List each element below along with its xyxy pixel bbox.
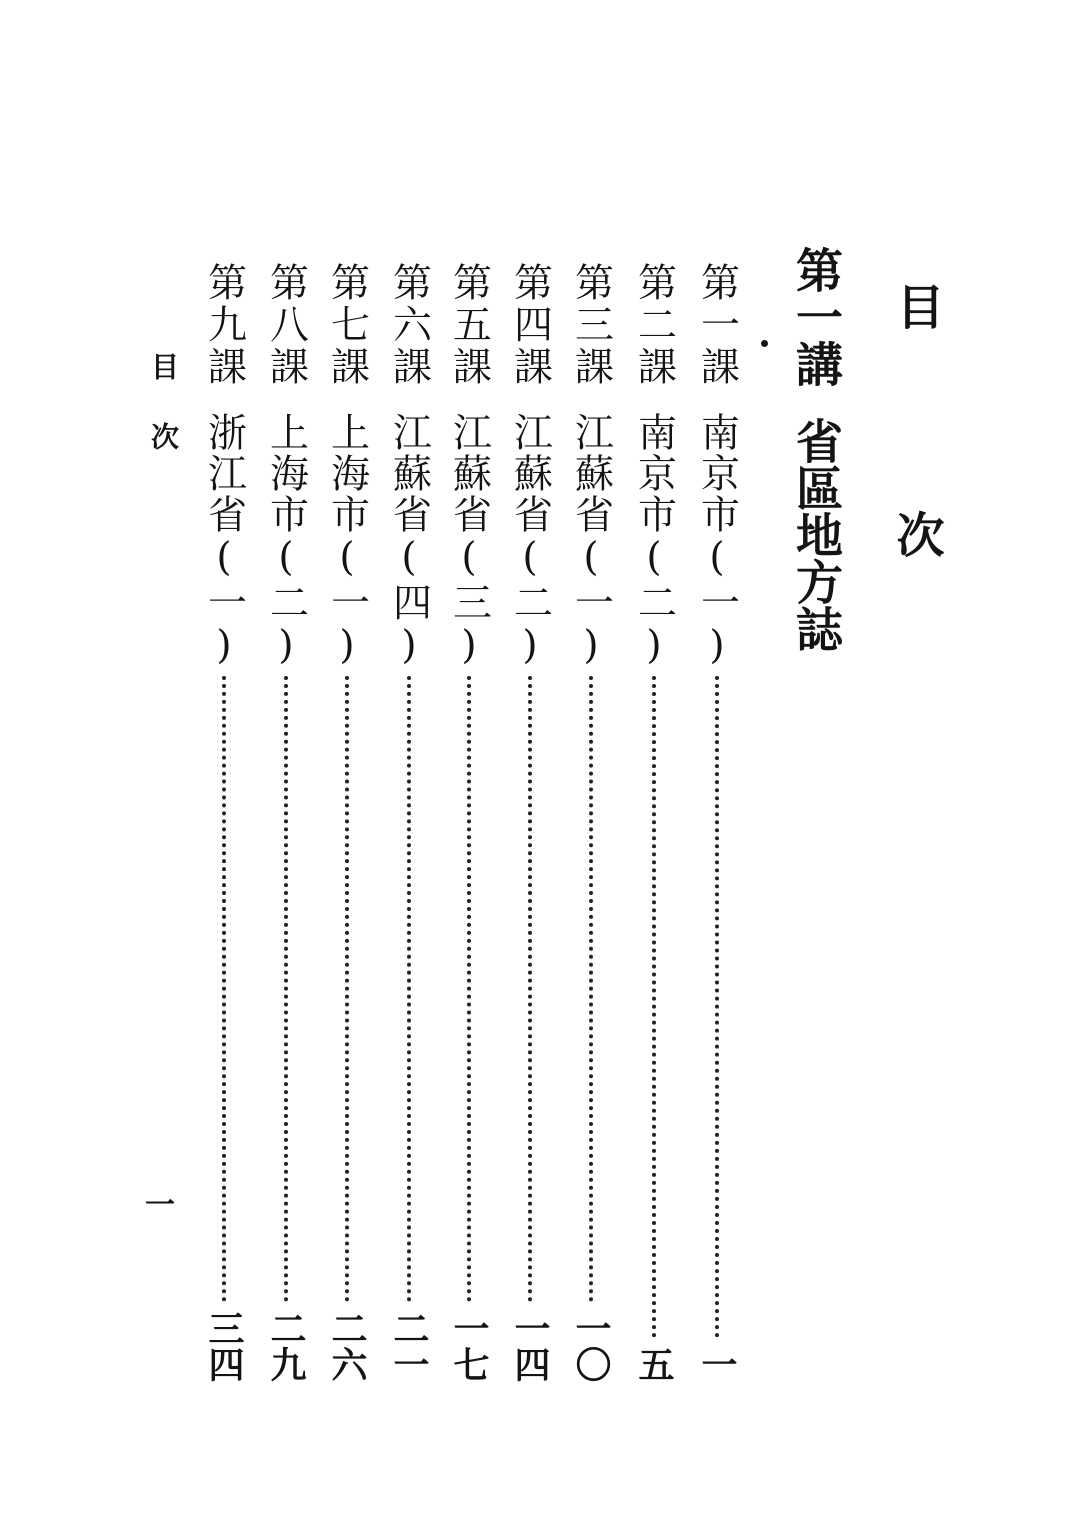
lesson-topic: 上海市(一) [324,412,370,670]
page-number: 五 [633,1346,675,1382]
dot-leader [284,676,288,1302]
dot-leader [222,676,226,1302]
lesson-number: 第五課 [446,262,492,388]
toc-entry[interactable] [199,262,249,1382]
lesson-topic: 江蘇省(四) [386,412,432,670]
lesson-number: 第二課 [631,262,677,388]
lesson-number: 第九課 [201,262,247,388]
toc-entry[interactable] [322,262,372,1382]
page-number: 三四 [203,1310,245,1382]
toc-entry[interactable] [261,262,311,1382]
dot-leader [528,676,532,1302]
part-number: 第一講 [788,246,843,387]
part-heading [782,246,849,652]
page-title: 目 次 [888,282,944,620]
lesson-topic: 南京市(一) [694,412,740,670]
page-number: 二九 [265,1310,307,1382]
lesson-number: 第一課 [694,262,740,388]
lesson-number: 第四課 [507,262,553,388]
page-number: 一 [696,1346,738,1382]
lesson-number: 第六課 [386,262,432,388]
dot-leader [652,676,656,1338]
dot-leader [467,676,471,1302]
toc-entry[interactable] [444,262,494,1382]
lesson-topic: 上海市(二) [263,412,309,670]
page-number: 一〇 [570,1310,612,1382]
page-number: 一七 [448,1310,490,1382]
running-title: 目次 [147,352,180,492]
lesson-topic: 江蘇省(三) [446,412,492,670]
lesson-topic: 浙江省(一) [201,412,247,670]
dot-leader [715,676,719,1338]
lesson-topic: 江蘇省(二) [507,412,553,670]
toc-entry[interactable] [692,262,742,1382]
page-number: 二六 [326,1310,368,1382]
dot-leader [407,676,411,1302]
toc-entry[interactable] [384,262,434,1382]
page-number: 一四 [509,1310,551,1382]
lesson-number: 第三課 [568,262,614,388]
dot-leader [345,676,349,1302]
lesson-number: 第八課 [263,262,309,388]
lesson-topic: 江蘇省(一) [568,412,614,670]
lesson-topic: 南京市(二) [631,412,677,670]
page-number: 二一 [388,1310,430,1382]
toc-entry[interactable] [505,262,555,1382]
part-title: 省區地方誌 [788,417,843,652]
dot-leader [589,676,593,1302]
lesson-number: 第七課 [324,262,370,388]
folio-number: 一 [145,1188,175,1223]
toc-entry[interactable] [566,262,616,1382]
toc-entry[interactable] [629,262,679,1382]
bullet-dot [761,340,768,347]
